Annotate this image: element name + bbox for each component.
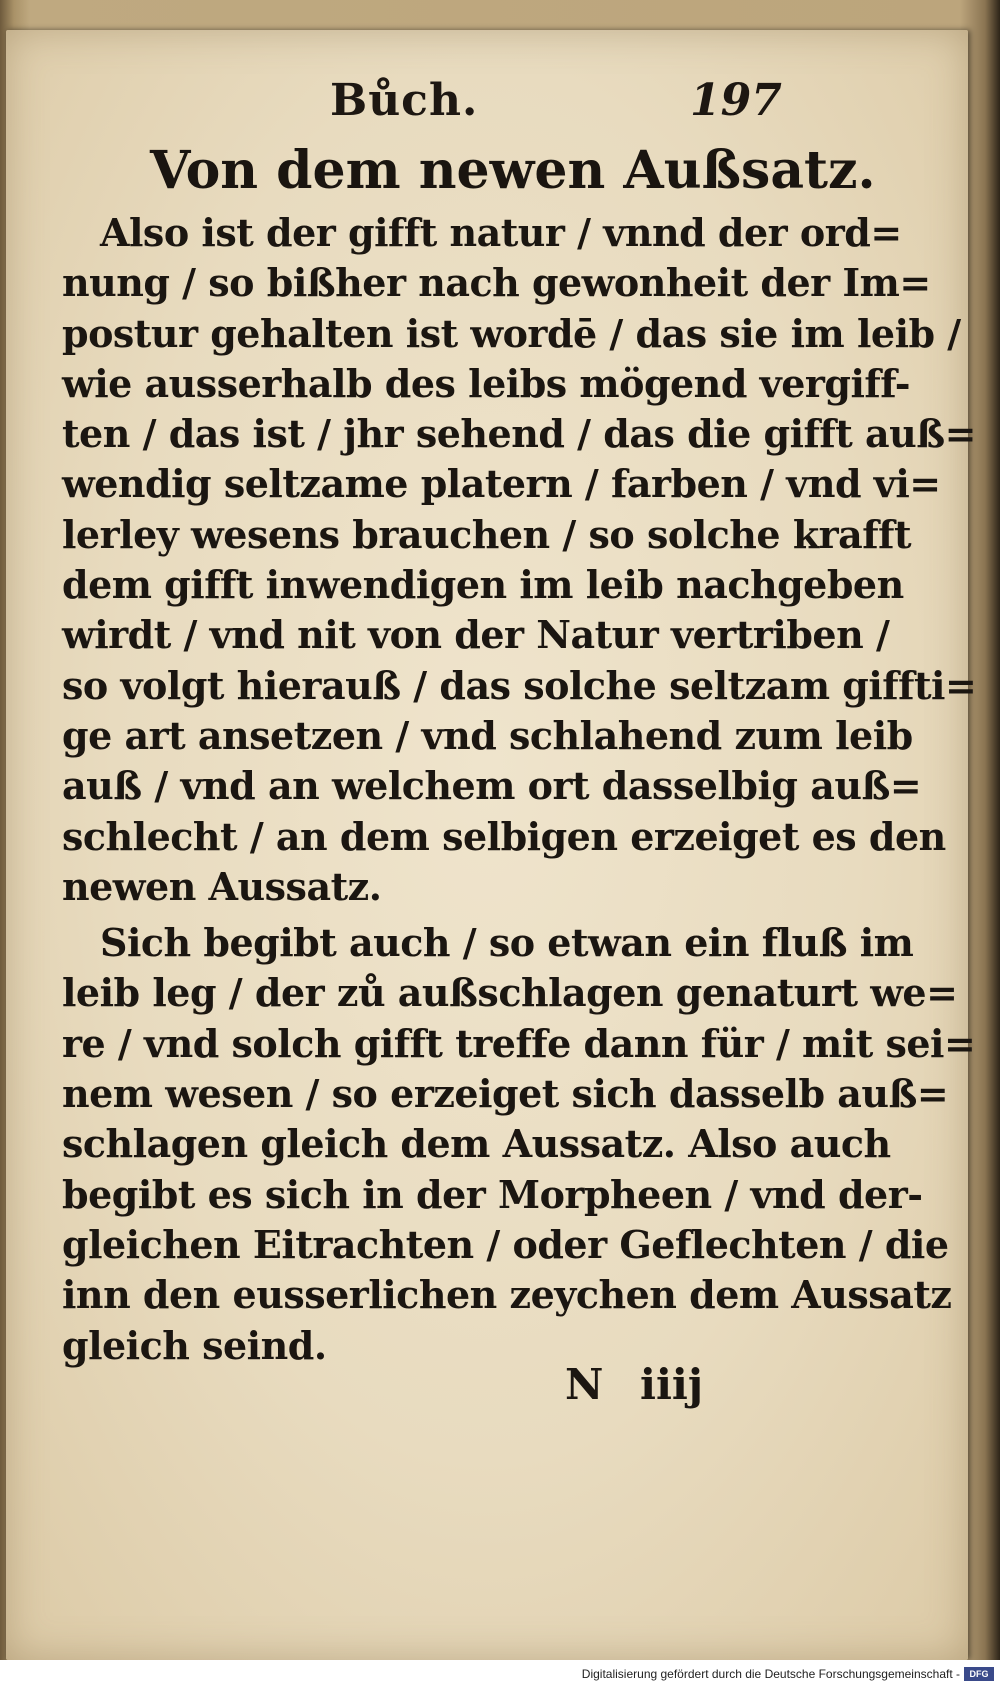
text-line: nem wesen / so erzeiget sich dasselb auß= (62, 1071, 949, 1117)
text-line: wirdt / vnd nit von der Natur vertriben / (62, 612, 890, 658)
paragraph-1 (62, 208, 977, 912)
signature-mark: N iiij (565, 1360, 704, 1409)
text-line: ten / das ist / jhr sehend / das die gifft auß= (62, 411, 976, 457)
text-line: dem gifft inwendigen im leib nachgeben (62, 562, 904, 608)
text-line: inn den eusserlichen zeychen dem Aussatz (62, 1272, 952, 1318)
digitization-credit: Digitalisierung gefördert durch die Deutsche Forschungsgemeinschaft - (581, 1667, 960, 1681)
body-text (62, 208, 977, 1371)
text-line: gleichen Eitrachten / oder Geflechten / die (62, 1221, 949, 1267)
text-line: auß / vnd an welchem ort dasselbig auß= (62, 763, 922, 809)
paragraph-2 (62, 918, 976, 1371)
text-line: ge art ansetzen / vnd schlahend zum leib (62, 712, 913, 758)
text-line: nung / so bißher nach gewonheit der Im= (62, 260, 931, 306)
text-line: wendig seltzame platern / farben / vnd vi= (62, 461, 941, 507)
text-line: gleich seind. (62, 1322, 327, 1368)
text-line: Also ist der gifft natur / vnnd der ord= (100, 210, 902, 255)
page-number: 197 (690, 75, 782, 126)
text-line: re / vnd solch gifft treffe dann für / mit sei= (62, 1020, 976, 1066)
text-line: so volgt hierauß / das solche seltzam giffti= (62, 662, 977, 708)
text-line: newen Aussatz. (62, 863, 382, 909)
text-line: Sich begibt auch / so etwan ein fluß im (100, 920, 914, 966)
text-line: schlagen gleich dem Aussatz. Also auch (62, 1121, 891, 1167)
text-line: schlecht / an dem selbigen erzeiget es den (62, 813, 946, 859)
page-header (0, 75, 1000, 135)
text-line: lerley wesens brauchen / so solche krafft (62, 511, 912, 557)
chapter-title: Von dem newen Außsatz. (150, 140, 876, 201)
text-line: postur gehalten ist wordē / das sie im leib / (62, 310, 961, 356)
running-head: Bůch. (330, 75, 479, 126)
dfg-logo-icon: DFG (964, 1667, 994, 1681)
footer-bar (0, 1660, 1000, 1684)
text-line: begibt es sich in der Morpheen / vnd der- (62, 1171, 923, 1217)
text-line: wie ausserhalb des leibs mögend vergiff- (62, 360, 911, 406)
text-line: leib leg / der zů außschlagen genaturt we= (62, 970, 958, 1016)
